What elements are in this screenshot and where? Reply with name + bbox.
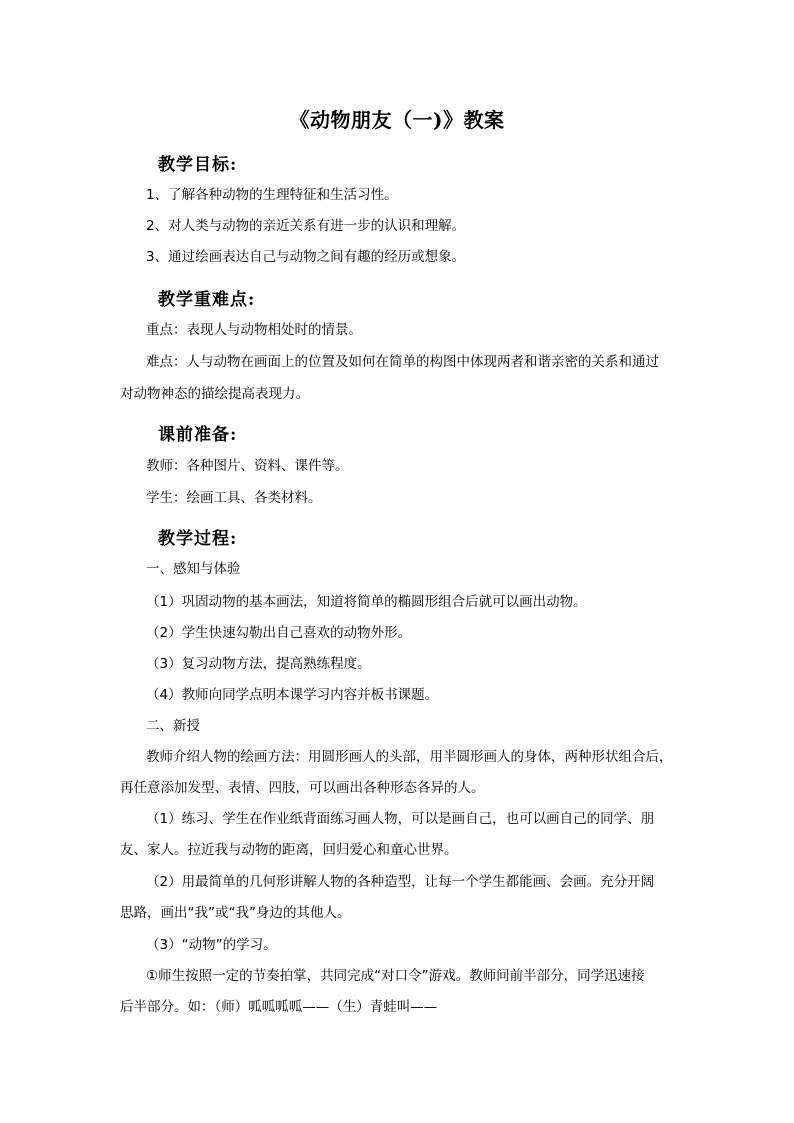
intro-line1: 教师介绍人物的绘画方法：用圆形画人的头部，用半圆形画人的身体，两种形状组合后， — [146, 749, 673, 765]
prep-student: 学生：绘画工具、各类材料。 — [146, 490, 322, 506]
part1-item-1: （1）巩固动物的基本画法，知道将简单的椭圆形组合后就可以画出动物。 — [146, 594, 587, 610]
goal-item-1: 1、了解各种动物的生理特征和生活习性。 — [146, 187, 398, 203]
game-line2: 后半部分。如：（师）呱呱呱呱——（生）青蛙叫—— — [120, 999, 438, 1015]
step1-line2: 友、家人。拉近我与动物的距离，回归爱心和童心世界。 — [120, 842, 458, 858]
game-line1: ①师生按照一定的节奏拍掌，共同完成“对口令”游戏。教师问前半部分，同学迅速接 — [146, 968, 645, 984]
part2-title: 二、新授 — [146, 718, 200, 734]
key-point-focus: 重点：表现人与动物相处时的情景。 — [146, 322, 362, 338]
key-point-difficulty-line2: 对动物神态的描绘提高表现力。 — [120, 386, 309, 402]
step1-line1: （1）练习、学生在作业纸背面练习画人物，可以是画自己，也可以画自己的同学、朋 — [146, 811, 655, 827]
part1-title: 一、感知与体验 — [146, 561, 241, 577]
step2-line1: （2）用最简单的几何形讲解人物的各种造型，让每一个学生都能画、会画。充分开阔 — [146, 874, 655, 890]
key-point-difficulty-line1: 难点：人与动物在画面上的位置及如何在简单的构图中体现两者和谐亲密的关系和通过 — [146, 354, 659, 370]
part1-item-2: （2）学生快速勾勒出自己喜欢的动物外形。 — [146, 625, 412, 641]
part1-item-4: （4）教师向同学点明本课学习内容并板书课题。 — [146, 687, 439, 703]
goal-item-2: 2、对人类与动物的亲近关系有进一步的认识和理解。 — [146, 218, 466, 234]
heading-preparation: 课前准备: — [158, 425, 238, 445]
part1-item-3: （3）复习动物方法，提高熟练程度。 — [146, 656, 371, 672]
goal-item-3: 3、通过绘画表达自己与动物之间有趣的经历或想象。 — [146, 249, 466, 265]
prep-teacher: 教师：各种图片、资料、课件等。 — [146, 458, 349, 474]
heading-process: 教学过程: — [158, 529, 238, 549]
heading-key-points: 教学重难点: — [158, 290, 256, 310]
heading-teaching-goals: 教学目标: — [158, 155, 238, 175]
step2-line2: 思路，画出“我”或“我”身边的其他人。 — [120, 905, 351, 921]
document-title: 《动物朋友（一)》教案 — [289, 108, 505, 132]
intro-line2: 再任意添加发型、表情、四肢，可以画出各种形态各异的人。 — [120, 780, 485, 796]
step3: （3）“动物”的学习。 — [146, 937, 277, 953]
